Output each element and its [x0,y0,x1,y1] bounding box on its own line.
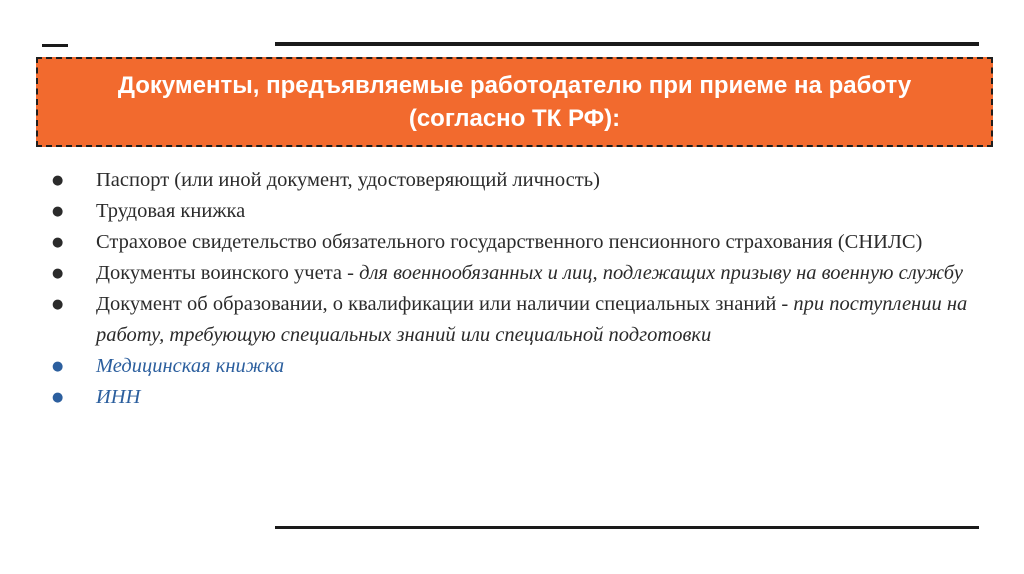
bullet-icon: ● [52,359,64,374]
documents-list [52,165,982,413]
list-item-passport [52,165,982,196]
slide-title-line-2: (согласно ТК РФ): [408,105,621,132]
list-item-text: Паспорт (или иной документ, удостоверяющий личность) [96,169,600,191]
list-item-text: Трудовая книжка [96,200,246,222]
slide-title-box [36,57,993,147]
list-item-text: Страховое свидетельство обязательного государственного пенсионного страхования (СНИЛС) [96,231,923,253]
decorative-short-line [42,44,68,47]
list-item-text: Медицинская книжка [96,355,285,377]
list-item-text: ИНН [96,386,141,408]
list-item-work-book [52,196,982,227]
top-divider-line [275,42,979,46]
list-item-inn [52,382,982,413]
list-item-text: Документ об образовании, о квалификации или наличии специальных знаний - [96,293,794,315]
list-item-medical-book [52,351,982,382]
list-item-text: Документы воинского учета - [96,262,360,284]
list-item-military-documents [52,258,982,289]
bullet-icon: ● [52,173,64,188]
bullet-icon: ● [52,390,64,405]
list-item-snils [52,227,982,258]
bullet-icon: ● [52,204,64,219]
slide-title-line-1: Документы, предъявляемые работодателю при приеме на работу [117,72,912,99]
bottom-divider-line [275,526,979,529]
list-item-education-document [52,289,982,351]
bullet-icon: ● [52,266,64,281]
bullet-icon: ● [52,297,64,312]
list-item-note: при поступлении на работу, требующую специальных знаний или специальной подготовки [96,293,968,346]
bullet-icon: ● [52,235,64,250]
list-item-note: для военнообязанных и лиц, подлежащих призыву на военную службу [359,262,963,284]
